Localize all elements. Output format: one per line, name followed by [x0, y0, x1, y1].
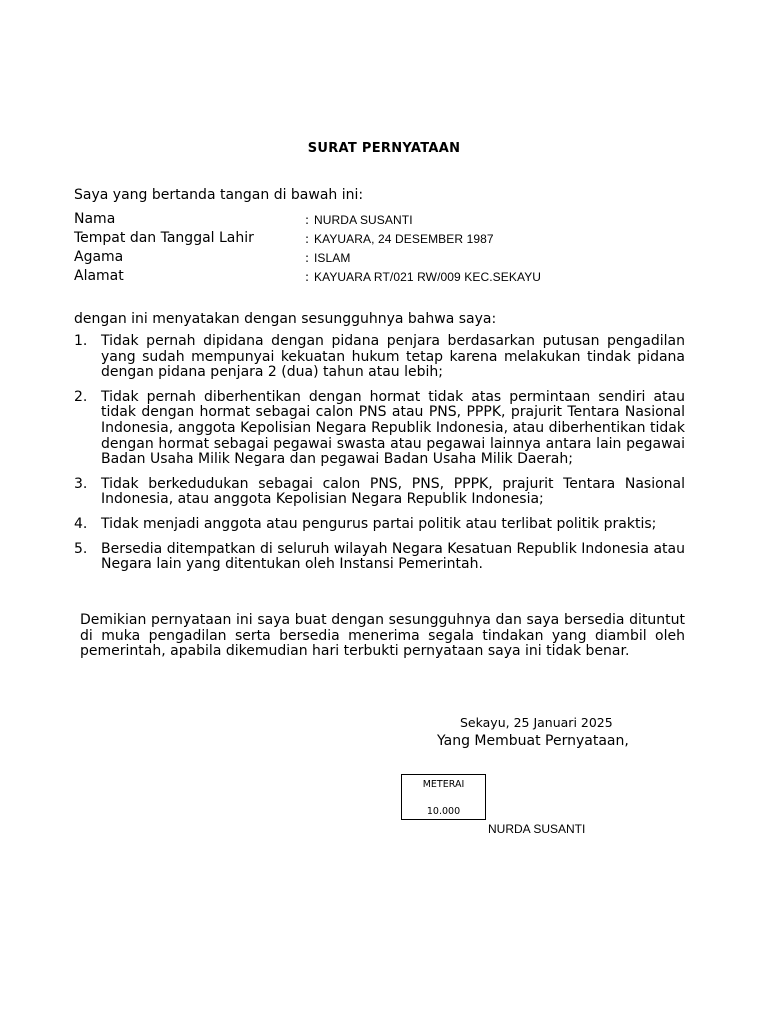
statement-text: Bersedia ditempatkan di seluruh wilayah Negara Kesatuan Republik Indonesia atau Negara lain yang ditentukan oleh Instansi Pemerintah. — [101, 540, 685, 573]
statement-list — [74, 334, 685, 582]
identity-row-religion — [74, 249, 674, 268]
statement-item — [74, 390, 685, 468]
statement-number: 2. — [74, 388, 88, 405]
intro-text: Saya yang bertanda tangan di bawah ini: — [74, 187, 364, 203]
identity-value: NURDA SUSANTI — [314, 213, 413, 227]
statement-item — [74, 334, 685, 381]
signature-role: Yang Membuat Pernyataan, — [437, 733, 629, 749]
statement-item — [74, 477, 685, 508]
identity-row-name — [74, 211, 674, 230]
statement-text: Tidak pernah diberhentikan dengan hormat tidak atas permintaan sendiri atau tidak dengan hormat sebagai calon PNS atau PNS, PPPK, prajurit Tentara Nasional Indonesia, anggota Kepolisian Negara Republik Indonesia, atau diberhentikan tidak dengan hormat sebagai pegawai swasta atau pegawai lainnya antara lain pegawai Badan Usaha Milik Negara dan pegawai Badan Usaha Milik Daerah; — [101, 388, 685, 468]
identity-label: Tempat dan Tanggal Lahir — [74, 230, 254, 246]
document-title: SURAT PERNYATAAN — [307, 141, 461, 156]
statement-number: 5. — [74, 540, 88, 557]
statement-number: 1. — [74, 333, 88, 349]
identity-colon: : — [305, 251, 310, 265]
identity-label: Agama — [74, 249, 124, 265]
signature-name: NURDA SUSANTI — [488, 822, 586, 836]
statement-item — [74, 517, 685, 533]
closing-paragraph: Demikian pernyataan ini saya buat dengan sesungguhnya dan saya bersedia dituntut di muka pengadilan serta bersedia menerima segala tindakan yang diambil oleh pemerintah, apabila dikemudian hari terbukti pernyataan saya ini tidak benar. — [80, 612, 685, 660]
statement-lead: dengan ini menyatakan dengan sesungguhnya bahwa saya: — [74, 311, 497, 327]
meterai-label: METERAI — [422, 779, 465, 790]
statement-text: Tidak berkedudukan sebagai calon PNS, PNS, PPPK, prajurit Tentara Nasional Indonesia, atau anggota Kepolisian Negara Republik Indonesia; — [101, 475, 685, 508]
identity-value: ISLAM — [314, 251, 351, 265]
meterai-stamp-box — [401, 774, 486, 820]
identity-colon: : — [305, 213, 310, 227]
statement-item — [74, 542, 685, 573]
meterai-value: 10.000 — [426, 806, 461, 817]
statement-text: Tidak pernah dipidana dengan pidana penjara berdasarkan putusan pengadilan yang sudah mempunyai kekuatan hukum tetap karena melakukan tindak pidana dengan pidana penjara 2 (dua) tahun atau lebih; — [101, 333, 685, 381]
identity-colon: : — [305, 232, 310, 246]
identity-value: KAYUARA, 24 DESEMBER 1987 — [314, 232, 494, 246]
statement-number: 3. — [74, 475, 88, 492]
identity-row-birth — [74, 230, 674, 249]
statement-number: 4. — [74, 515, 88, 532]
statement-text: Tidak menjadi anggota atau pengurus partai politik atau terlibat politik praktis; — [101, 515, 657, 532]
identity-value: KAYUARA RT/021 RW/009 KEC.SEKAYU — [314, 270, 542, 284]
identity-label: Nama — [74, 211, 116, 227]
signature-place-date: Sekayu, 25 Januari 2025 — [460, 715, 613, 730]
identity-colon: : — [305, 270, 310, 284]
identity-row-address — [74, 268, 674, 287]
identity-label: Alamat — [74, 268, 124, 284]
